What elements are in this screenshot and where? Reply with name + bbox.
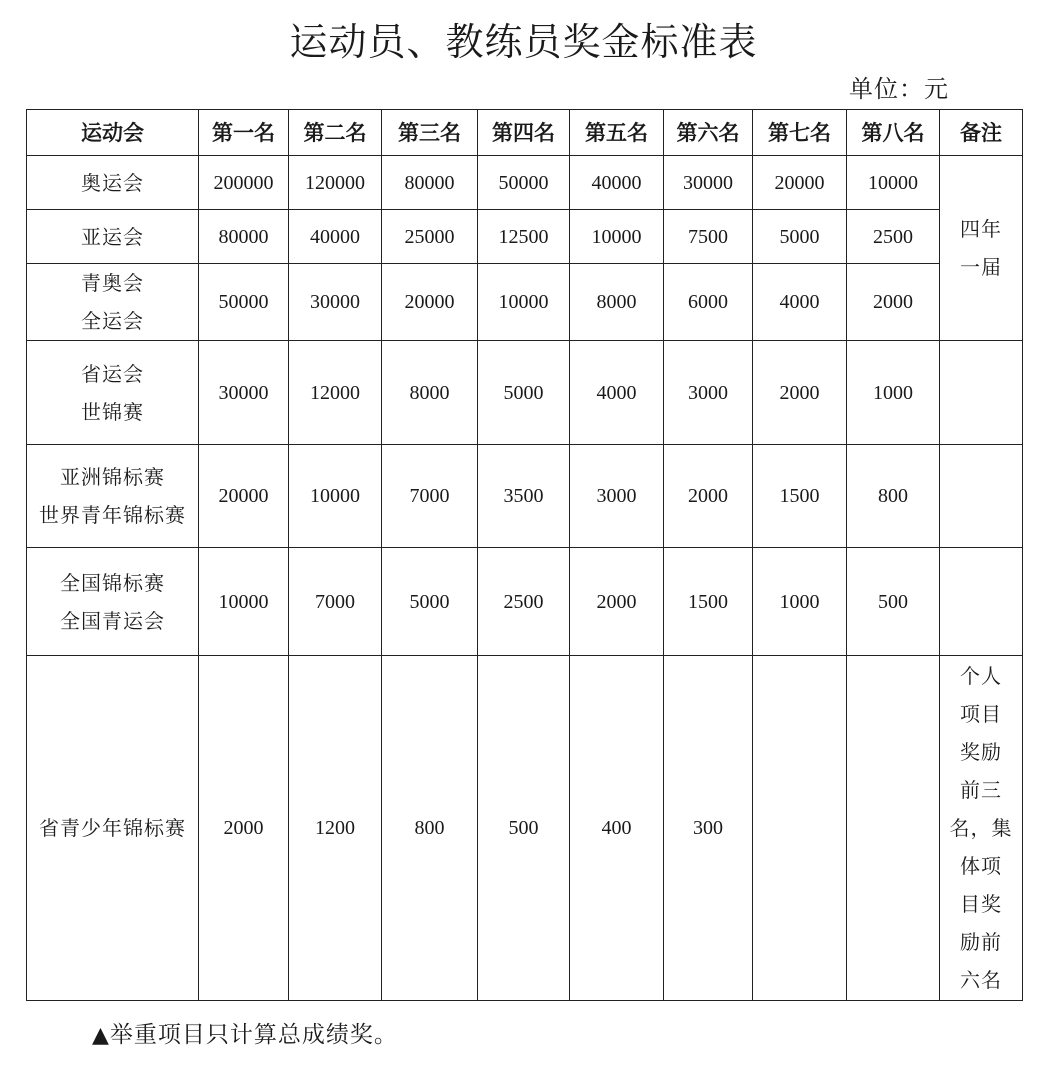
prize-value: 40000 [289,210,382,264]
prize-value: 10000 [570,210,664,264]
table-row [27,264,1023,341]
prize-value: 4000 [753,264,847,341]
prize-value: 10000 [478,264,570,341]
event-name: 青奥会 全运会 [27,264,199,341]
page-title: 运动员、教练员奖金标准表 [289,20,758,64]
header-rank-1: 第一名 [199,110,289,156]
prize-value: 1000 [847,341,940,445]
prize-value: 40000 [570,156,664,210]
header-rank-4: 第四名 [478,110,570,156]
table-row [27,341,1023,445]
prize-value: 1500 [753,445,847,548]
prize-value: 50000 [199,264,289,341]
remark-cell [940,548,1023,656]
prize-value: 10000 [289,445,382,548]
remark-cell-bottom [940,656,1023,1001]
prize-value: 2000 [570,548,664,656]
prize-value [847,656,940,1001]
prize-value: 5000 [382,548,478,656]
prize-value: 8000 [570,264,664,341]
prize-value: 2000 [664,445,753,548]
table-header-row [27,110,1023,156]
table-row [27,210,1023,264]
prize-value: 3000 [570,445,664,548]
prize-value: 8000 [382,341,478,445]
prize-value: 4000 [570,341,664,445]
prize-value: 10000 [199,548,289,656]
prize-value: 12000 [289,341,382,445]
event-name: 亚洲锦标赛 世界青年锦标赛 [27,445,199,548]
table-row [27,156,1023,210]
remark-text: 四年 一届 [960,217,1002,279]
prize-value: 30000 [289,264,382,341]
prize-value: 30000 [664,156,753,210]
prize-value: 7500 [664,210,753,264]
remark-cell [940,341,1023,445]
header-rank-8: 第八名 [847,110,940,156]
footnote-text: 举重项目只计算总成绩奖。 [109,1022,398,1048]
prize-value: 2500 [847,210,940,264]
table-row [27,548,1023,656]
prize-value: 3500 [478,445,570,548]
prize-value: 7000 [382,445,478,548]
prize-value: 12500 [478,210,570,264]
table-row [27,656,1023,1001]
header-rank-5: 第五名 [570,110,664,156]
event-name: 亚运会 [27,210,199,264]
event-name: 全国锦标赛 全国青运会 [27,548,199,656]
prize-value: 2000 [753,341,847,445]
prize-value: 20000 [382,264,478,341]
prize-value: 300 [664,656,753,1001]
prize-value: 800 [382,656,478,1001]
prize-value: 120000 [289,156,382,210]
event-name: 奥运会 [27,156,199,210]
prize-value: 5000 [478,341,570,445]
prize-value [753,656,847,1001]
prize-value: 1500 [664,548,753,656]
header-rank-7: 第七名 [753,110,847,156]
prize-value: 1200 [289,656,382,1001]
prize-value: 80000 [382,156,478,210]
prize-value: 500 [847,548,940,656]
prize-value: 3000 [664,341,753,445]
prize-value: 2000 [847,264,940,341]
prize-value: 25000 [382,210,478,264]
remark-text: 个人 项目 奖励 前三 名，集 体项 目奖 励前 六名 [949,664,1013,992]
prize-value: 50000 [478,156,570,210]
award-standard-table [26,109,1023,1001]
table-row [27,445,1023,548]
unit-label: 单位：元 [849,75,949,103]
prize-value: 80000 [199,210,289,264]
prize-value: 2000 [199,656,289,1001]
prize-value: 800 [847,445,940,548]
prize-value: 30000 [199,341,289,445]
remark-cell [940,445,1023,548]
remark-cell-top [940,156,1023,341]
event-name: 省青少年锦标赛 [27,656,199,1001]
triangle-icon: ▲ [92,1023,110,1048]
event-name: 省运会 世锦赛 [27,341,199,445]
header-rank-3: 第三名 [382,110,478,156]
prize-value: 7000 [289,548,382,656]
footnote [92,1017,398,1054]
prize-value: 20000 [753,156,847,210]
header-rank-6: 第六名 [664,110,753,156]
prize-value: 400 [570,656,664,1001]
prize-value: 10000 [847,156,940,210]
prize-value: 200000 [199,156,289,210]
header-rank-2: 第二名 [289,110,382,156]
prize-value: 6000 [664,264,753,341]
prize-value: 20000 [199,445,289,548]
header-event: 运动会 [27,110,199,156]
prize-value: 1000 [753,548,847,656]
prize-value: 5000 [753,210,847,264]
header-remark: 备注 [940,110,1023,156]
prize-value: 500 [478,656,570,1001]
prize-value: 2500 [478,548,570,656]
